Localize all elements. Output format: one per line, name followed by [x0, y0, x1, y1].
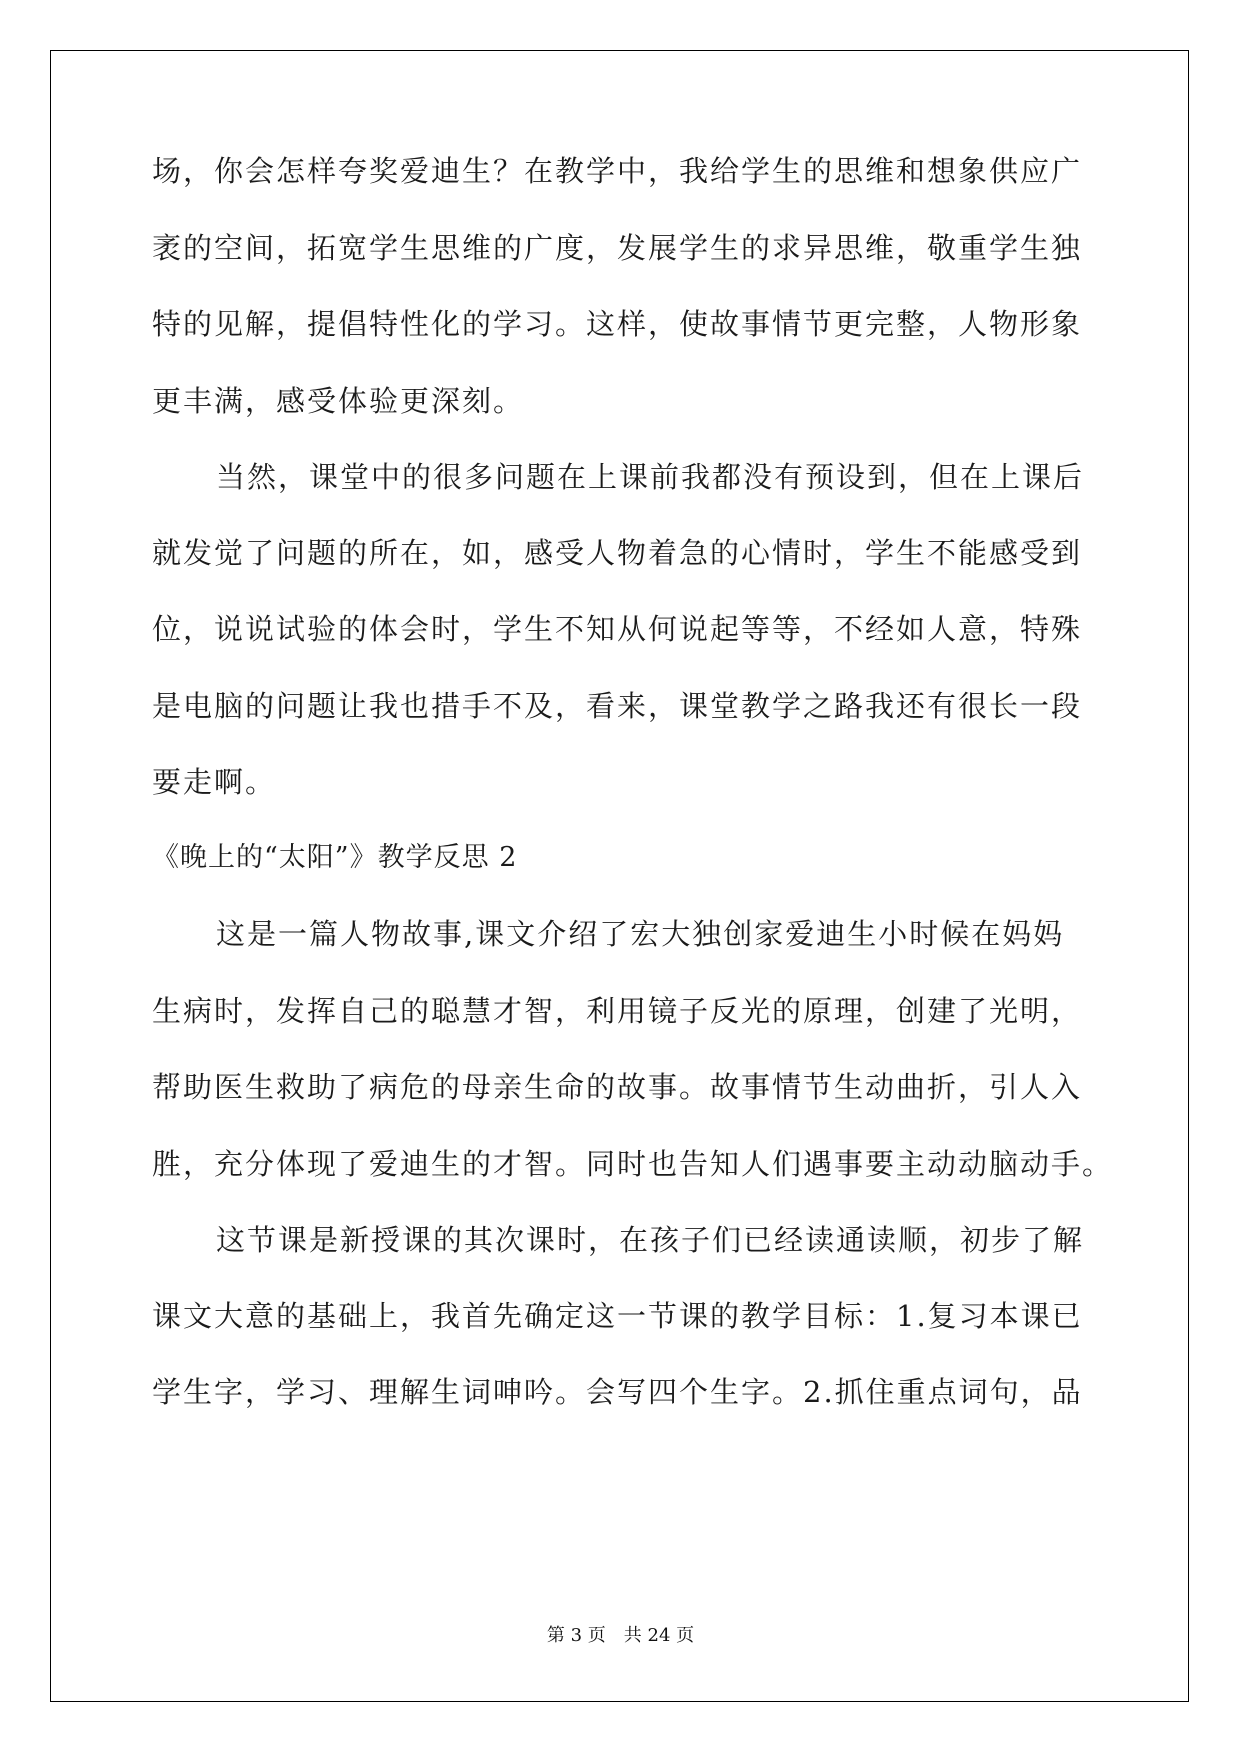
- paragraph-line: 要走啊。: [152, 765, 277, 799]
- paragraph-line: 袤的空间，拓宽学生思维的广度，发展学生的求异思维，敬重学生独: [152, 231, 1083, 265]
- section-heading: 《晚上的“太阳”》教学反思 2: [152, 842, 518, 873]
- paragraph-line: 这是一篇人物故事,课文介绍了宏大独创家爱迪生小时候在妈妈: [216, 917, 1065, 951]
- paragraph-line: 胜，充分体现了爱迪生的才智。同时也告知人们遇事要主动动脑动手。: [152, 1147, 1114, 1181]
- paragraph-line: 是电脑的问题让我也措手不及，看来，课堂教学之路我还有很长一段: [152, 689, 1083, 723]
- paragraph-line: 当然，课堂中的很多问题在上课前我都没有预设到，但在上课后: [216, 460, 1085, 494]
- paragraph-line: 学生字，学习、理解生词呻吟。会写四个生字。2.抓住重点词句，品: [152, 1375, 1083, 1409]
- paragraph-line: 这节课是新授课的其次课时，在孩子们已经读通读顺，初步了解: [216, 1223, 1085, 1257]
- paragraph-line: 就发觉了问题的所在，如，感受人物着急的心情时，学生不能感受到: [152, 536, 1083, 570]
- page-border: [50, 50, 1189, 1702]
- page-footer: 第 3 页 共 24 页: [546, 1625, 695, 1646]
- paragraph-line: 生病时，发挥自己的聪慧才智，利用镜子反光的原理，创建了光明，: [152, 994, 1083, 1028]
- paragraph-line: 特的见解，提倡特性化的学习。这样，使故事情节更完整，人物形象: [152, 307, 1083, 341]
- paragraph-line: 场，你会怎样夸奖爱迪生？在教学中，我给学生的思维和想象供应广: [152, 154, 1083, 188]
- paragraph-line: 位，说说试验的体会时，学生不知从何说起等等，不经如人意，特殊: [152, 612, 1083, 646]
- paragraph-line: 课文大意的基础上，我首先确定这一节课的教学目标：1.复习本课已: [152, 1299, 1083, 1333]
- paragraph-line: 帮助医生救助了病危的母亲生命的故事。故事情节生动曲折，引人入: [152, 1070, 1083, 1104]
- paragraph-line: 更丰满，感受体验更深刻。: [152, 384, 525, 418]
